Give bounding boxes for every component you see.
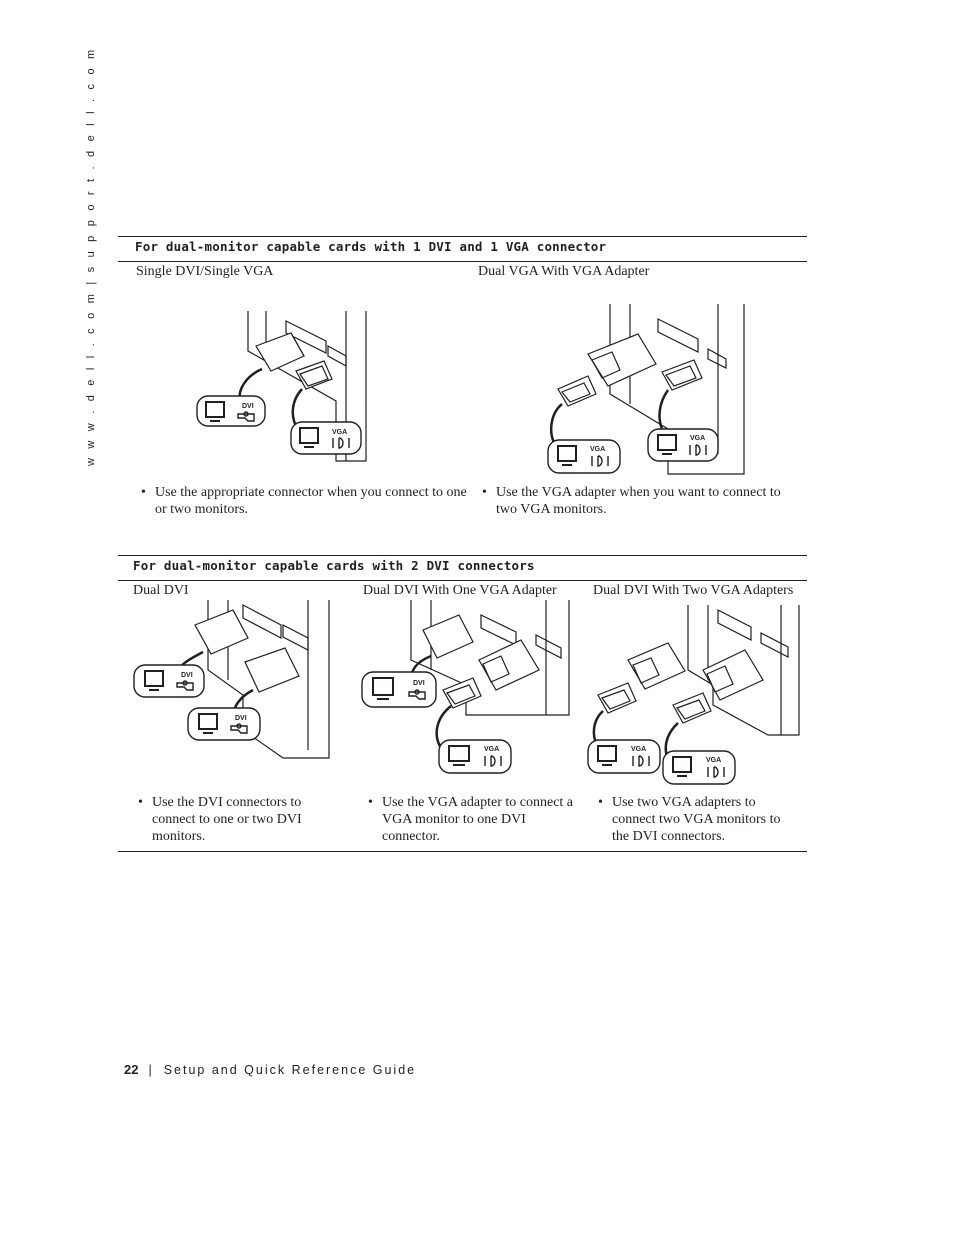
figure-single-dvi-single-vga [196, 311, 371, 471]
dvi-plug-icon [195, 610, 248, 654]
column-title-dual-dvi-one-vga: Dual DVI With One VGA Adapter [363, 583, 557, 598]
bullet-text: Use the DVI connectors to connect to one or two DVI monitors. [152, 795, 302, 844]
page-number: 22 [124, 1062, 139, 1077]
bullet-text: Use the appropriate connector when you connect to one or two monitors. [155, 485, 467, 517]
side-url: w w w . d e l l . c o m | s u p p o r t . d e l l . c o m [85, 46, 97, 466]
footer-separator: | [148, 1063, 152, 1077]
section-bottom-rule [118, 851, 807, 852]
bullet-text: Use two VGA adapters to connect two VGA monitors to the DVI connectors. [612, 795, 781, 844]
section-title: For dual-monitor capable cards with 2 DVI connectors [133, 558, 535, 573]
dvi-label: DVI [242, 403, 254, 410]
vga-monitor-box-1 [588, 740, 660, 773]
dvi-label: DVI [181, 672, 193, 679]
section-2dvi [118, 555, 807, 855]
page-footer [124, 1062, 416, 1077]
vga-monitor-box-2 [663, 751, 735, 784]
vga-monitor-box [439, 740, 511, 773]
vga-monitor-box-1 [548, 440, 620, 473]
vga-label: VGA [332, 429, 348, 436]
vga-label: VGA [706, 757, 722, 764]
bullet-dot: • [138, 795, 143, 810]
dvi-label: DVI [413, 680, 425, 687]
figure-dual-vga-adapter [548, 304, 748, 476]
column-title-dual-dvi: Dual DVI [133, 583, 189, 598]
dvi-monitor-box [197, 396, 265, 426]
section-top-rule [118, 236, 807, 237]
bullet-dot: • [368, 795, 373, 810]
bullet-text: Use the VGA adapter to connect a VGA monitor to one DVI connector. [382, 795, 574, 844]
vga-label: VGA [484, 746, 500, 753]
bullet-dot: • [598, 795, 603, 810]
bullet-text: Use the VGA adapter when you want to connect to two VGA monitors. [496, 485, 781, 517]
column-title-single-dvi-single-vga: Single DVI/Single VGA [136, 264, 274, 279]
figure-dual-dvi [133, 600, 333, 760]
dvi-monitor-box-2 [188, 708, 260, 740]
section-title-rule [118, 580, 807, 581]
dvi-monitor-box-1 [134, 665, 204, 697]
column-title-dual-dvi-two-vga: Dual DVI With Two VGA Adapters [593, 583, 794, 598]
figure-dual-dvi-two-vga [593, 605, 803, 785]
vga-adapter-icon [588, 334, 656, 386]
section-1dvi-1vga [118, 236, 807, 536]
section-title: For dual-monitor capable cards with 1 DVI and 1 VGA connector [135, 239, 607, 254]
vga-adapter-icon [703, 650, 763, 700]
section-title-rule [118, 261, 807, 262]
vga-monitor-box-2 [648, 429, 718, 461]
vga-label: VGA [631, 746, 647, 753]
bullet-dot: • [141, 485, 146, 500]
dvi-label: DVI [235, 715, 247, 722]
section-top-rule [118, 555, 807, 556]
dvi-monitor-box [362, 672, 436, 707]
vga-adapter-icon [479, 640, 539, 690]
vga-monitor-box [291, 422, 361, 454]
vga-adapter-icon [628, 643, 685, 689]
column-title-dual-vga-adapter: Dual VGA With VGA Adapter [478, 264, 650, 279]
vga-plug-icon [662, 360, 702, 390]
guide-title: Setup and Quick Reference Guide [163, 1063, 417, 1077]
vga-label: VGA [590, 446, 606, 453]
dvi-plug-icon [245, 648, 299, 692]
vga-label: VGA [690, 435, 706, 442]
bullet-dot: • [482, 485, 487, 500]
figure-dual-dvi-one-vga [361, 600, 571, 775]
